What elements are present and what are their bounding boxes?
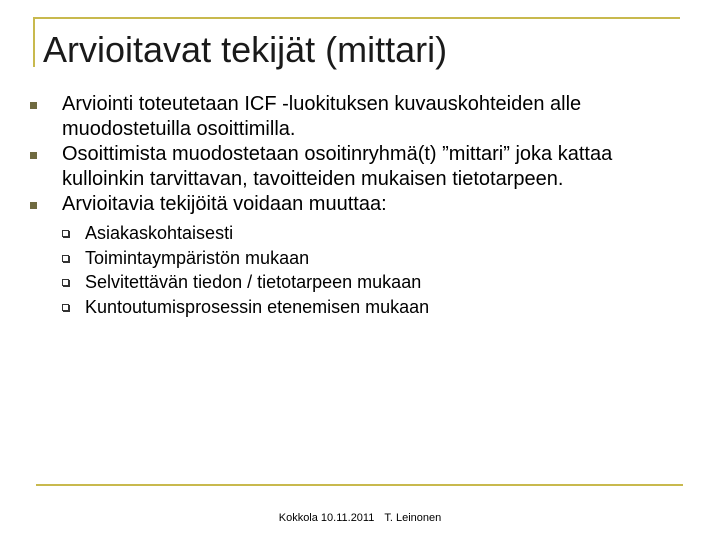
sub-bullet-item — [62, 221, 670, 246]
hollow-square-bullet-icon — [62, 255, 69, 262]
bullet-item — [30, 142, 670, 192]
title-frame-top-line — [33, 17, 680, 19]
sub-bullet-item — [62, 246, 670, 271]
slide-title: Arvioitavat tekijät (mittari) — [43, 29, 448, 70]
sub-bullet-item — [62, 270, 670, 295]
sub-bullet-list — [62, 221, 670, 319]
sub-bullet-text: Kuntoutumisprosessin etenemisen mukaan — [85, 296, 430, 317]
hollow-square-bullet-icon — [62, 304, 69, 311]
footer-location-date: Kokkola 10.11.2011 — [278, 512, 375, 524]
footer — [0, 511, 720, 525]
sub-bullet-text: Asiakaskohtaisesti — [85, 223, 234, 243]
bullet-text: Arvioitavia tekijöitä voidaan muuttaa: — [62, 193, 387, 215]
sub-bullet-item — [62, 295, 670, 320]
bullet-list — [30, 92, 670, 319]
footer-divider — [36, 484, 683, 486]
bullet-item — [30, 92, 670, 142]
sub-bullet-text: Toimintaympäristön mukaan — [85, 247, 310, 268]
bullet-item — [30, 192, 670, 319]
title-frame-left-line — [33, 17, 35, 67]
bullet-text: Osoittimista muodostetaan osoitinryhmä(t) ”mittari” joka kattaa kulloinkin tarvittavan, tavoitteiden mukaisen tietotarpeen. — [62, 143, 613, 190]
square-bullet-icon — [30, 202, 37, 209]
square-bullet-icon — [30, 102, 37, 109]
footer-author: T. Leinonen — [384, 512, 442, 524]
sub-bullet-text: Selvitettävän tiedon / tietotarpeen mukaan — [85, 272, 422, 292]
bullet-text: Arviointi toteutetaan ICF -luokituksen kuvauskohteiden alle muodostetuilla osoittimilla. — [62, 93, 582, 140]
hollow-square-bullet-icon — [62, 230, 69, 237]
hollow-square-bullet-icon — [62, 279, 69, 286]
square-bullet-icon — [30, 152, 37, 159]
